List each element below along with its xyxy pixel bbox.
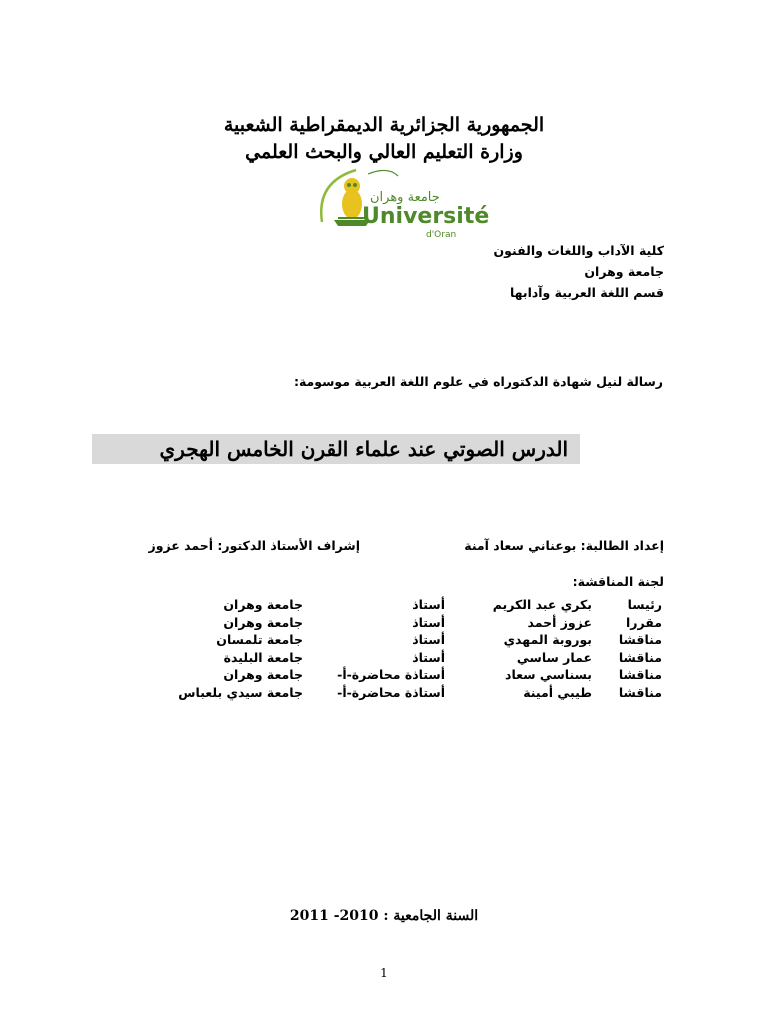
committee-row [0,650,768,668]
committee-heading: لجنة المناقشة: [572,574,664,589]
member-university: جامعة البليدة [223,649,303,665]
thesis-title: الدرس الصوتي عند علماء القرن الخامس الهجري [159,437,568,461]
committee-row [0,632,768,650]
member-rank: أستاذة محاضرة-أ- [337,667,445,683]
institution-block [494,240,664,303]
member-rank: أستاذ [412,614,445,630]
logo-latin-sub: d'Oran [426,230,457,240]
member-university: جامعة وهران [223,667,303,683]
member-role: رئيسا [627,597,662,612]
member-university: جامعة تلمسان [216,632,303,648]
member-university: جامعة وهران [223,614,303,630]
supervised-by: إشراف الأستاذ الدكتور: أحمد عزوز [148,538,360,553]
thesis-title-bar [92,434,580,464]
university-name: جامعة وهران [584,264,664,279]
member-name: عمار ساسي [516,649,592,665]
republic-heading: الجمهورية الجزائرية الديمقراطية الشعبية [223,114,545,136]
academic-year: السنة الجامعية : 2010- 2011 [289,908,479,924]
member-name: بسناسي سعاد [505,667,592,683]
member-rank: أستاذة محاضرة-أ- [337,684,445,700]
member-rank: أستاذ [412,632,445,648]
member-role: مناقشا [618,684,662,700]
committee-row [0,615,768,633]
thesis-subtitle: رسالة لنيل شهادة الدكتوراه في علوم اللغة العربية موسومة: [293,374,663,389]
committee-row [0,685,768,703]
prepared-by: إعداد الطالبة: بوعناني سعاد آمنة [464,538,664,553]
committee-table [0,597,768,703]
faculty-name: كلية الآداب واللغات والفنون [493,243,664,258]
university-logo [308,162,490,244]
member-rank: أستاذ [412,597,445,612]
member-name: بوروبة المهدي [503,632,592,648]
page-number: 1 [380,966,388,980]
member-name: عزوز أحمد [527,614,592,630]
logo-latin-name: Université [362,204,490,229]
department-name: قسم اللغة العربية وآدابها [509,285,664,300]
member-role: مناقشا [618,649,662,665]
committee-row [0,667,768,685]
committee-row [0,597,768,615]
logo-arabic-name: جامعة وهران [370,190,440,205]
member-university: جامعة سيدي بلعباس [178,684,303,700]
member-role: مناقشا [618,667,662,683]
ministry-heading: وزارة التعليم العالي والبحث العلمي [245,141,523,163]
member-rank: أستاذ [412,649,445,665]
member-role: مناقشا [618,632,662,648]
member-role: مقررا [626,614,662,630]
member-university: جامعة وهران [223,597,303,612]
member-name: طيبي أمينة [523,684,592,700]
member-name: بكري عبد الكريم [492,597,592,612]
